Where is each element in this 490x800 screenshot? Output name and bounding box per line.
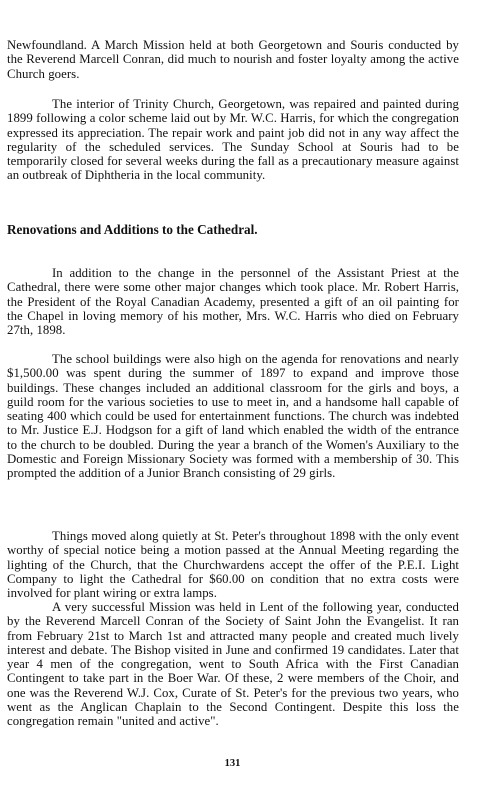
page-number: 131 [224, 758, 241, 769]
paragraph-personnel-changes: In addition to the change in the personnel of the Assistant Priest at the Cathedral, there were some other major changes which took place. Mr. Robert Harris, the President of the Royal Canadian Academy, presented a gift of an oil painting for the Chapel in loving memory of his mother, Mrs. W.C. Harris who died on February 27th, 1898. [7, 266, 459, 338]
paragraph-newfoundland-mission: Newfoundland. A March Mission held at both Georgetown and Souris conducted by the Reverend Marcell Conran, did much to nourish and foster loyalty among the active Church goers. [7, 38, 459, 81]
paragraph-lent-mission: A very successful Mission was held in Lent of the following year, conducted by the Reverend Marcell Conran of the Society of Saint John the Evangelist. It ran from February 21st to March 1st and attracted many people and created much lively interest and debate. The Bishop visited in June and confirmed 19 candidates. Later that year 4 men of the congregation, went to South Africa with the First Canadian Contingent to take part in the Boer War. Of these, 2 were members of the Choir, and one was the Reverend W.J. Cox, Curate of St. Peter's for the previous two years, who went as the Anglican Chaplain to the Second Contingent. Despite this loss the congregation remain "united and active". [7, 600, 459, 729]
paragraph-st-peters-1898: Things moved along quietly at St. Peter's throughout 1898 with the only event worthy of special notice being a motion passed at the Annual Meeting regarding the lighting of the Church, that the Churchwardens accept the offer of the P.E.I. Light Company to light the Cathedral for $60.00 on condition that no extra costs were involved for plant wiring or extra lamps. [7, 529, 459, 601]
section-heading: Renovations and Additions to the Cathedral. [7, 222, 258, 237]
paragraph-trinity-church: The interior of Trinity Church, Georgetown, was repaired and painted during 1899 following a color scheme laid out by Mr. W.C. Harris, for which the congregation expressed its appreciation. The repair work and paint job did not in any way affect the regularity of the scheduled services. The Sunday School at Souris had to be temporarily closed for several weeks during the fall as a precautionary measure against an outbreak of Diphtheria in the local community. [7, 97, 459, 183]
paragraph-school-buildings: The school buildings were also high on the agenda for renovations and nearly $1,500.00 was spent during the summer of 1897 to expand and improve those buildings. These changes included an additional classroom for the girls and boys, a guild room for the various societies to use to meet in, and a handsome hall capable of seating 400 which could be used for entertainment functions. The church was indebted to Mr. Justice E.J. Hodgson for a gift of land which enabled the width of the entrance to the church to be doubled. During the year a branch of the Women's Auxiliary to the Domestic and Foreign Missionary Society was formed with a membership of 30. This prompted the addition of a Junior Branch consisting of 29 girls. [7, 352, 459, 481]
